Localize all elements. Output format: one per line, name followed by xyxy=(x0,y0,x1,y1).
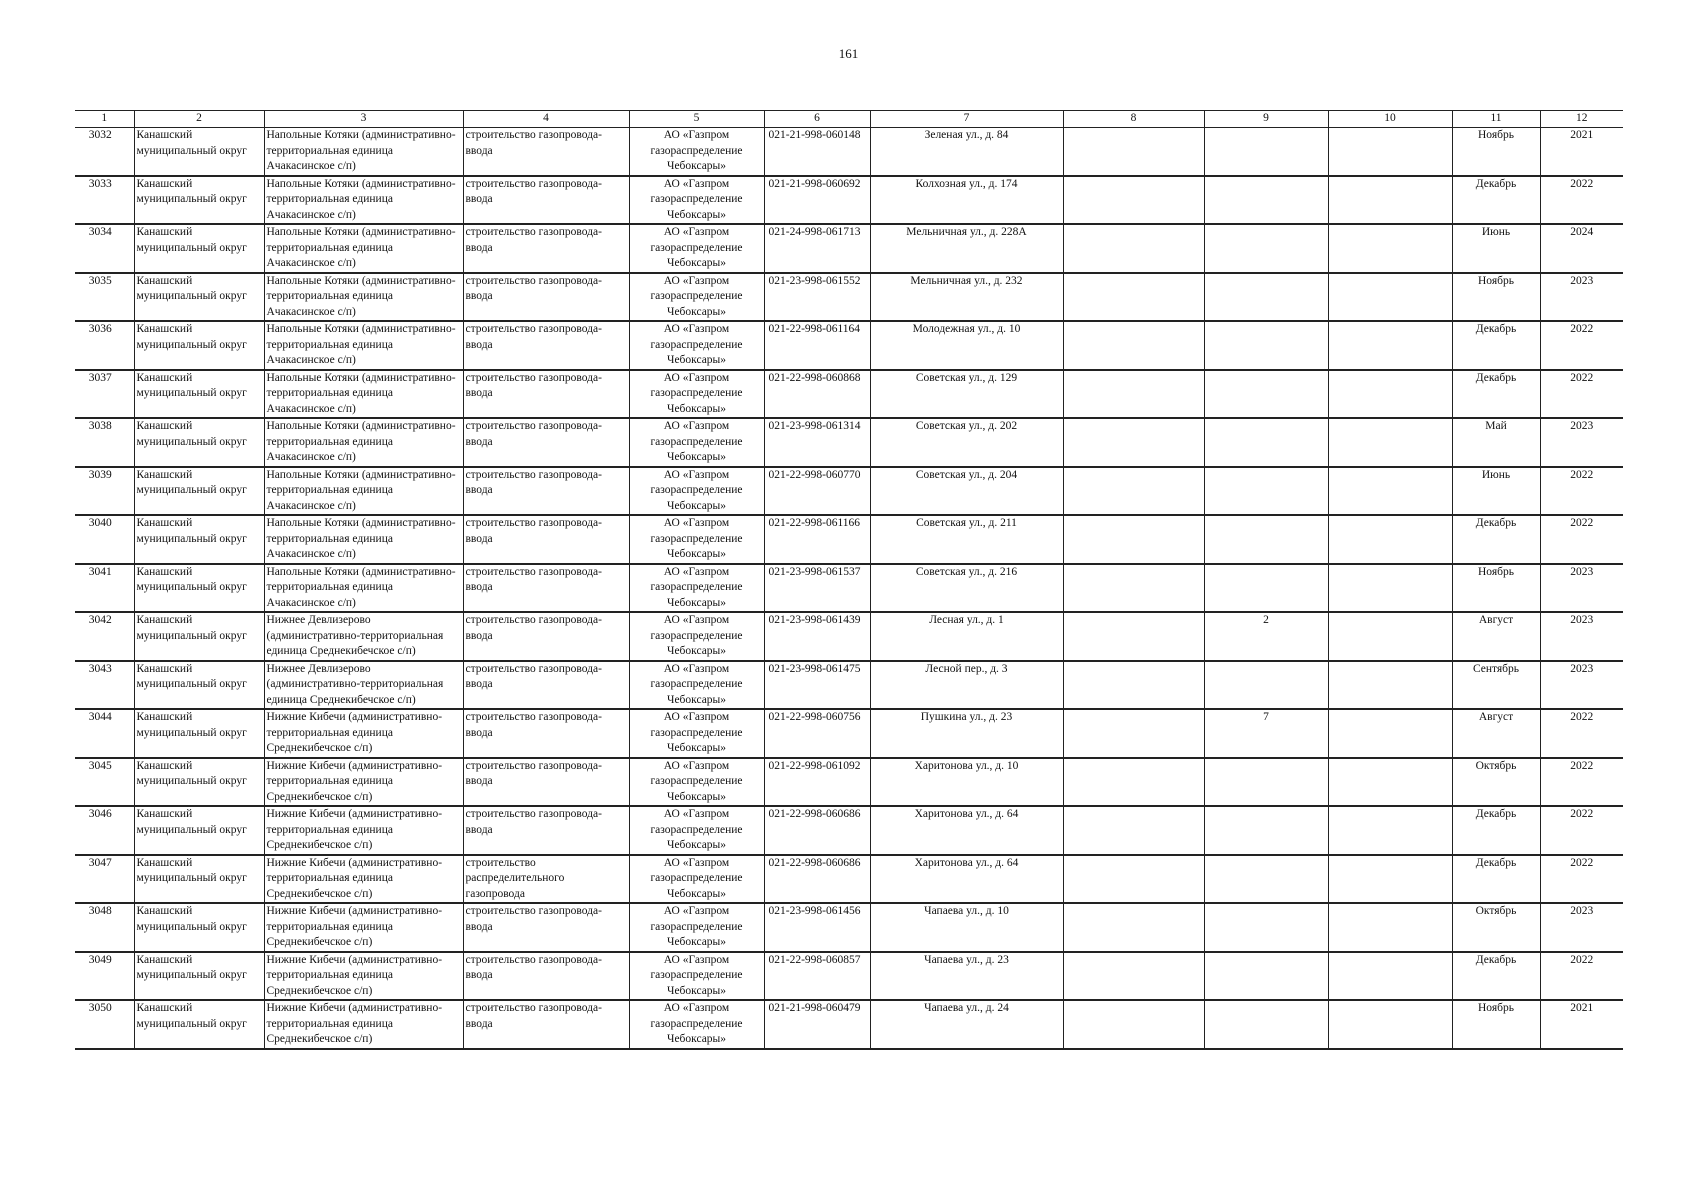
cell-year: 2023 xyxy=(1540,273,1623,322)
cell-registration-id: 021-22-998-061092 xyxy=(764,758,870,807)
cell-year: 2023 xyxy=(1540,903,1623,952)
table-row xyxy=(75,709,1623,758)
cell-month: Сентябрь xyxy=(1452,661,1540,710)
table-row xyxy=(75,855,1623,904)
cell-month: Ноябрь xyxy=(1452,273,1540,322)
cell-row-number: 3044 xyxy=(75,709,134,758)
cell-settlement: Нижние Кибечи (административно-территориальная единица Среднекибечское с/п) xyxy=(264,903,463,952)
cell-registration-id: 021-22-998-060686 xyxy=(764,855,870,904)
cell-work-type: строительство газопровода-ввода xyxy=(463,952,629,1001)
cell-year: 2022 xyxy=(1540,370,1623,419)
cell-col-8 xyxy=(1063,564,1204,613)
column-header: 11 xyxy=(1452,111,1540,128)
cell-row-number: 3038 xyxy=(75,418,134,467)
cell-row-number: 3041 xyxy=(75,564,134,613)
cell-address: Зеленая ул., д. 84 xyxy=(870,128,1063,176)
table-row xyxy=(75,661,1623,710)
cell-organization: АО «Газпром газораспределение Чебоксары» xyxy=(629,564,764,613)
cell-organization: АО «Газпром газораспределение Чебоксары» xyxy=(629,1000,764,1049)
cell-registration-id: 021-21-998-060148 xyxy=(764,128,870,176)
cell-col-10 xyxy=(1328,709,1452,758)
cell-municipality: Канашский муниципальный округ xyxy=(134,564,264,613)
cell-organization: АО «Газпром газораспределение Чебоксары» xyxy=(629,224,764,273)
cell-address: Советская ул., д. 211 xyxy=(870,515,1063,564)
cell-municipality: Канашский муниципальный округ xyxy=(134,128,264,176)
cell-row-number: 3040 xyxy=(75,515,134,564)
cell-month: Декабрь xyxy=(1452,855,1540,904)
cell-settlement: Напольные Котяки (административно-территориальная единица Ачакасинское с/п) xyxy=(264,321,463,370)
cell-organization: АО «Газпром газораспределение Чебоксары» xyxy=(629,176,764,225)
cell-settlement: Нижние Кибечи (административно-территориальная единица Среднекибечское с/п) xyxy=(264,758,463,807)
cell-registration-id: 021-21-998-060692 xyxy=(764,176,870,225)
table-row xyxy=(75,758,1623,807)
cell-organization: АО «Газпром газораспределение Чебоксары» xyxy=(629,612,764,661)
cell-municipality: Канашский муниципальный округ xyxy=(134,612,264,661)
cell-settlement: Напольные Котяки (административно-территориальная единица Ачакасинское с/п) xyxy=(264,370,463,419)
column-header: 4 xyxy=(463,111,629,128)
cell-col-10 xyxy=(1328,855,1452,904)
cell-col-10 xyxy=(1328,758,1452,807)
table-row xyxy=(75,612,1623,661)
cell-row-number: 3037 xyxy=(75,370,134,419)
cell-col-8 xyxy=(1063,709,1204,758)
cell-settlement: Нижнее Девлизерово (административно-территориальная единица Среднекибечское с/п) xyxy=(264,661,463,710)
column-header: 7 xyxy=(870,111,1063,128)
cell-month: Декабрь xyxy=(1452,952,1540,1001)
cell-col-8 xyxy=(1063,515,1204,564)
cell-col-9 xyxy=(1204,370,1328,419)
cell-year: 2022 xyxy=(1540,806,1623,855)
cell-registration-id: 021-23-998-061475 xyxy=(764,661,870,710)
cell-year: 2022 xyxy=(1540,515,1623,564)
cell-col-9 xyxy=(1204,952,1328,1001)
column-header: 8 xyxy=(1063,111,1204,128)
cell-year: 2022 xyxy=(1540,855,1623,904)
cell-col-9: 7 xyxy=(1204,709,1328,758)
cell-settlement: Напольные Котяки (административно-территориальная единица Ачакасинское с/п) xyxy=(264,176,463,225)
cell-col-10 xyxy=(1328,564,1452,613)
cell-organization: АО «Газпром газораспределение Чебоксары» xyxy=(629,709,764,758)
cell-address: Советская ул., д. 202 xyxy=(870,418,1063,467)
cell-organization: АО «Газпром газораспределение Чебоксары» xyxy=(629,806,764,855)
cell-year: 2022 xyxy=(1540,952,1623,1001)
cell-municipality: Канашский муниципальный округ xyxy=(134,273,264,322)
cell-col-10 xyxy=(1328,515,1452,564)
cell-col-8 xyxy=(1063,952,1204,1001)
cell-col-8 xyxy=(1063,321,1204,370)
table-body xyxy=(75,128,1623,1049)
cell-registration-id: 021-22-998-060686 xyxy=(764,806,870,855)
cell-col-8 xyxy=(1063,806,1204,855)
cell-year: 2023 xyxy=(1540,418,1623,467)
table-row xyxy=(75,176,1623,225)
cell-settlement: Напольные Котяки (административно-территориальная единица Ачакасинское с/п) xyxy=(264,224,463,273)
cell-year: 2022 xyxy=(1540,321,1623,370)
cell-registration-id: 021-21-998-060479 xyxy=(764,1000,870,1049)
cell-col-10 xyxy=(1328,467,1452,516)
cell-organization: АО «Газпром газораспределение Чебоксары» xyxy=(629,467,764,516)
cell-municipality: Канашский муниципальный округ xyxy=(134,855,264,904)
cell-year: 2024 xyxy=(1540,224,1623,273)
cell-work-type: строительство газопровода-ввода xyxy=(463,515,629,564)
cell-address: Мельничная ул., д. 232 xyxy=(870,273,1063,322)
cell-organization: АО «Газпром газораспределение Чебоксары» xyxy=(629,515,764,564)
cell-col-8 xyxy=(1063,176,1204,225)
cell-settlement: Нижние Кибечи (административно-территориальная единица Среднекибечское с/п) xyxy=(264,806,463,855)
cell-municipality: Канашский муниципальный округ xyxy=(134,321,264,370)
cell-work-type: строительство газопровода-ввода xyxy=(463,903,629,952)
table-row xyxy=(75,128,1623,176)
column-header: 3 xyxy=(264,111,463,128)
cell-organization: АО «Газпром газораспределение Чебоксары» xyxy=(629,273,764,322)
cell-row-number: 3039 xyxy=(75,467,134,516)
cell-organization: АО «Газпром газораспределение Чебоксары» xyxy=(629,128,764,176)
cell-month: Ноябрь xyxy=(1452,128,1540,176)
column-header: 1 xyxy=(75,111,134,128)
cell-col-9 xyxy=(1204,467,1328,516)
cell-month: Декабрь xyxy=(1452,370,1540,419)
table-row xyxy=(75,467,1623,516)
column-header: 9 xyxy=(1204,111,1328,128)
cell-row-number: 3032 xyxy=(75,128,134,176)
cell-year: 2022 xyxy=(1540,467,1623,516)
cell-col-8 xyxy=(1063,758,1204,807)
cell-year: 2022 xyxy=(1540,758,1623,807)
cell-address: Чапаева ул., д. 23 xyxy=(870,952,1063,1001)
cell-year: 2023 xyxy=(1540,564,1623,613)
cell-col-10 xyxy=(1328,903,1452,952)
cell-address: Харитонова ул., д. 64 xyxy=(870,806,1063,855)
cell-municipality: Канашский муниципальный округ xyxy=(134,467,264,516)
cell-settlement: Напольные Котяки (административно-территориальная единица Ачакасинское с/п) xyxy=(264,128,463,176)
column-header: 2 xyxy=(134,111,264,128)
cell-registration-id: 021-22-998-060770 xyxy=(764,467,870,516)
cell-work-type: строительство газопровода-ввода xyxy=(463,612,629,661)
column-header: 6 xyxy=(764,111,870,128)
cell-registration-id: 021-23-998-061537 xyxy=(764,564,870,613)
cell-month: Декабрь xyxy=(1452,806,1540,855)
cell-month: Июнь xyxy=(1452,467,1540,516)
cell-settlement: Напольные Котяки (административно-территориальная единица Ачакасинское с/п) xyxy=(264,564,463,613)
cell-municipality: Канашский муниципальный округ xyxy=(134,224,264,273)
cell-col-9 xyxy=(1204,128,1328,176)
cell-municipality: Канашский муниципальный округ xyxy=(134,806,264,855)
cell-month: Ноябрь xyxy=(1452,1000,1540,1049)
cell-col-9 xyxy=(1204,515,1328,564)
cell-settlement: Напольные Котяки (административно-территориальная единица Ачакасинское с/п) xyxy=(264,515,463,564)
table-row xyxy=(75,370,1623,419)
cell-address: Чапаева ул., д. 24 xyxy=(870,1000,1063,1049)
cell-year: 2022 xyxy=(1540,176,1623,225)
cell-month: Октябрь xyxy=(1452,903,1540,952)
cell-work-type: строительство газопровода-ввода xyxy=(463,273,629,322)
column-header: 12 xyxy=(1540,111,1623,128)
cell-month: Август xyxy=(1452,709,1540,758)
cell-organization: АО «Газпром газораспределение Чебоксары» xyxy=(629,418,764,467)
cell-municipality: Канашский муниципальный округ xyxy=(134,903,264,952)
cell-row-number: 3046 xyxy=(75,806,134,855)
cell-address: Лесной пер., д. 3 xyxy=(870,661,1063,710)
cell-registration-id: 021-24-998-061713 xyxy=(764,224,870,273)
page-number: 161 xyxy=(838,46,859,61)
table-row xyxy=(75,273,1623,322)
cell-organization: АО «Газпром газораспределение Чебоксары» xyxy=(629,661,764,710)
cell-work-type: строительство газопровода-ввода xyxy=(463,128,629,176)
cell-address: Советская ул., д. 129 xyxy=(870,370,1063,419)
cell-municipality: Канашский муниципальный округ xyxy=(134,418,264,467)
cell-col-10 xyxy=(1328,370,1452,419)
cell-settlement: Напольные Котяки (административно-территориальная единица Ачакасинское с/п) xyxy=(264,418,463,467)
cell-registration-id: 021-22-998-060857 xyxy=(764,952,870,1001)
cell-municipality: Канашский муниципальный округ xyxy=(134,515,264,564)
cell-month: Август xyxy=(1452,612,1540,661)
cell-work-type: строительство газопровода-ввода xyxy=(463,564,629,613)
cell-col-8 xyxy=(1063,467,1204,516)
cell-registration-id: 021-23-998-061456 xyxy=(764,903,870,952)
cell-settlement: Напольные Котяки (административно-территориальная единица Ачакасинское с/п) xyxy=(264,273,463,322)
cell-work-type: строительство газопровода-ввода xyxy=(463,224,629,273)
cell-col-9 xyxy=(1204,176,1328,225)
cell-col-10 xyxy=(1328,418,1452,467)
cell-col-10 xyxy=(1328,224,1452,273)
cell-col-9 xyxy=(1204,855,1328,904)
cell-work-type: строительство газопровода-ввода xyxy=(463,758,629,807)
cell-year: 2021 xyxy=(1540,128,1623,176)
cell-month: Май xyxy=(1452,418,1540,467)
cell-month: Декабрь xyxy=(1452,176,1540,225)
cell-row-number: 3047 xyxy=(75,855,134,904)
cell-col-9: 2 xyxy=(1204,612,1328,661)
cell-col-10 xyxy=(1328,128,1452,176)
table-row xyxy=(75,564,1623,613)
cell-row-number: 3033 xyxy=(75,176,134,225)
cell-registration-id: 021-22-998-060868 xyxy=(764,370,870,419)
cell-month: Ноябрь xyxy=(1452,564,1540,613)
cell-year: 2023 xyxy=(1540,661,1623,710)
cell-work-type: строительство газопровода-ввода xyxy=(463,321,629,370)
cell-col-9 xyxy=(1204,224,1328,273)
cell-work-type: строительство газопровода-ввода xyxy=(463,1000,629,1049)
cell-col-9 xyxy=(1204,806,1328,855)
cell-address: Лесная ул., д. 1 xyxy=(870,612,1063,661)
cell-month: Декабрь xyxy=(1452,515,1540,564)
cell-work-type: строительство распределительного газопровода xyxy=(463,855,629,904)
cell-address: Советская ул., д. 204 xyxy=(870,467,1063,516)
cell-col-8 xyxy=(1063,370,1204,419)
cell-address: Пушкина ул., д. 23 xyxy=(870,709,1063,758)
cell-settlement: Нижнее Девлизерово (административно-территориальная единица Среднекибечское с/п) xyxy=(264,612,463,661)
cell-col-10 xyxy=(1328,612,1452,661)
cell-registration-id: 021-22-998-060756 xyxy=(764,709,870,758)
cell-col-8 xyxy=(1063,661,1204,710)
cell-row-number: 3034 xyxy=(75,224,134,273)
cell-row-number: 3045 xyxy=(75,758,134,807)
cell-year: 2021 xyxy=(1540,1000,1623,1049)
table-row xyxy=(75,418,1623,467)
cell-municipality: Канашский муниципальный округ xyxy=(134,952,264,1001)
cell-month: Декабрь xyxy=(1452,321,1540,370)
cell-address: Мельничная ул., д. 228А xyxy=(870,224,1063,273)
cell-municipality: Канашский муниципальный округ xyxy=(134,758,264,807)
cell-registration-id: 021-22-998-061164 xyxy=(764,321,870,370)
cell-col-10 xyxy=(1328,806,1452,855)
cell-organization: АО «Газпром газораспределение Чебоксары» xyxy=(629,321,764,370)
cell-col-9 xyxy=(1204,1000,1328,1049)
cell-registration-id: 021-23-998-061439 xyxy=(764,612,870,661)
cell-col-9 xyxy=(1204,661,1328,710)
table-row xyxy=(75,224,1623,273)
cell-settlement: Нижние Кибечи (административно-территориальная единица Среднекибечское с/п) xyxy=(264,709,463,758)
cell-municipality: Канашский муниципальный округ xyxy=(134,370,264,419)
cell-year: 2022 xyxy=(1540,709,1623,758)
cell-organization: АО «Газпром газораспределение Чебоксары» xyxy=(629,952,764,1001)
cell-col-8 xyxy=(1063,612,1204,661)
table-row xyxy=(75,1000,1623,1049)
cell-settlement: Нижние Кибечи (административно-территориальная единица Среднекибечское с/п) xyxy=(264,1000,463,1049)
cell-work-type: строительство газопровода-ввода xyxy=(463,661,629,710)
cell-year: 2023 xyxy=(1540,612,1623,661)
cell-address: Харитонова ул., д. 64 xyxy=(870,855,1063,904)
cell-col-10 xyxy=(1328,321,1452,370)
column-header: 5 xyxy=(629,111,764,128)
table-row xyxy=(75,515,1623,564)
cell-col-8 xyxy=(1063,128,1204,176)
cell-col-9 xyxy=(1204,273,1328,322)
cell-col-9 xyxy=(1204,564,1328,613)
cell-row-number: 3049 xyxy=(75,952,134,1001)
cell-address: Молодежная ул., д. 10 xyxy=(870,321,1063,370)
cell-address: Харитонова ул., д. 10 xyxy=(870,758,1063,807)
cell-work-type: строительство газопровода-ввода xyxy=(463,806,629,855)
cell-organization: АО «Газпром газораспределение Чебоксары» xyxy=(629,370,764,419)
cell-col-10 xyxy=(1328,661,1452,710)
table-row xyxy=(75,952,1623,1001)
cell-work-type: строительство газопровода-ввода xyxy=(463,418,629,467)
cell-col-10 xyxy=(1328,176,1452,225)
cell-col-8 xyxy=(1063,273,1204,322)
cell-col-8 xyxy=(1063,903,1204,952)
cell-settlement: Напольные Котяки (административно-территориальная единица Ачакасинское с/п) xyxy=(264,467,463,516)
cell-work-type: строительство газопровода-ввода xyxy=(463,709,629,758)
cell-settlement: Нижние Кибечи (административно-территориальная единица Среднекибечское с/п) xyxy=(264,855,463,904)
cell-work-type: строительство газопровода-ввода xyxy=(463,176,629,225)
cell-col-10 xyxy=(1328,952,1452,1001)
cell-work-type: строительство газопровода-ввода xyxy=(463,370,629,419)
table-row xyxy=(75,806,1623,855)
cell-address: Колхозная ул., д. 174 xyxy=(870,176,1063,225)
cell-col-8 xyxy=(1063,855,1204,904)
cell-work-type: строительство газопровода-ввода xyxy=(463,467,629,516)
cell-registration-id: 021-23-998-061314 xyxy=(764,418,870,467)
cell-col-8 xyxy=(1063,1000,1204,1049)
cell-municipality: Канашский муниципальный округ xyxy=(134,709,264,758)
cell-row-number: 3035 xyxy=(75,273,134,322)
cell-col-9 xyxy=(1204,758,1328,807)
cell-municipality: Канашский муниципальный округ xyxy=(134,661,264,710)
cell-address: Советская ул., д. 216 xyxy=(870,564,1063,613)
gas-connection-table xyxy=(75,110,1623,1050)
cell-address: Чапаева ул., д. 10 xyxy=(870,903,1063,952)
cell-col-8 xyxy=(1063,224,1204,273)
cell-municipality: Канашский муниципальный округ xyxy=(134,176,264,225)
cell-row-number: 3048 xyxy=(75,903,134,952)
table-row xyxy=(75,321,1623,370)
cell-col-8 xyxy=(1063,418,1204,467)
cell-col-9 xyxy=(1204,321,1328,370)
cell-month: Июнь xyxy=(1452,224,1540,273)
cell-organization: АО «Газпром газораспределение Чебоксары» xyxy=(629,758,764,807)
cell-month: Октябрь xyxy=(1452,758,1540,807)
cell-col-9 xyxy=(1204,903,1328,952)
cell-settlement: Нижние Кибечи (административно-территориальная единица Среднекибечское с/п) xyxy=(264,952,463,1001)
cell-municipality: Канашский муниципальный округ xyxy=(134,1000,264,1049)
cell-organization: АО «Газпром газораспределение Чебоксары» xyxy=(629,855,764,904)
cell-col-10 xyxy=(1328,273,1452,322)
cell-row-number: 3043 xyxy=(75,661,134,710)
table-row xyxy=(75,903,1623,952)
cell-row-number: 3050 xyxy=(75,1000,134,1049)
cell-registration-id: 021-23-998-061552 xyxy=(764,273,870,322)
cell-row-number: 3036 xyxy=(75,321,134,370)
column-header: 10 xyxy=(1328,111,1452,128)
cell-col-10 xyxy=(1328,1000,1452,1049)
cell-col-9 xyxy=(1204,418,1328,467)
cell-organization: АО «Газпром газораспределение Чебоксары» xyxy=(629,903,764,952)
cell-registration-id: 021-22-998-061166 xyxy=(764,515,870,564)
column-number-header-row xyxy=(75,111,1623,128)
cell-row-number: 3042 xyxy=(75,612,134,661)
